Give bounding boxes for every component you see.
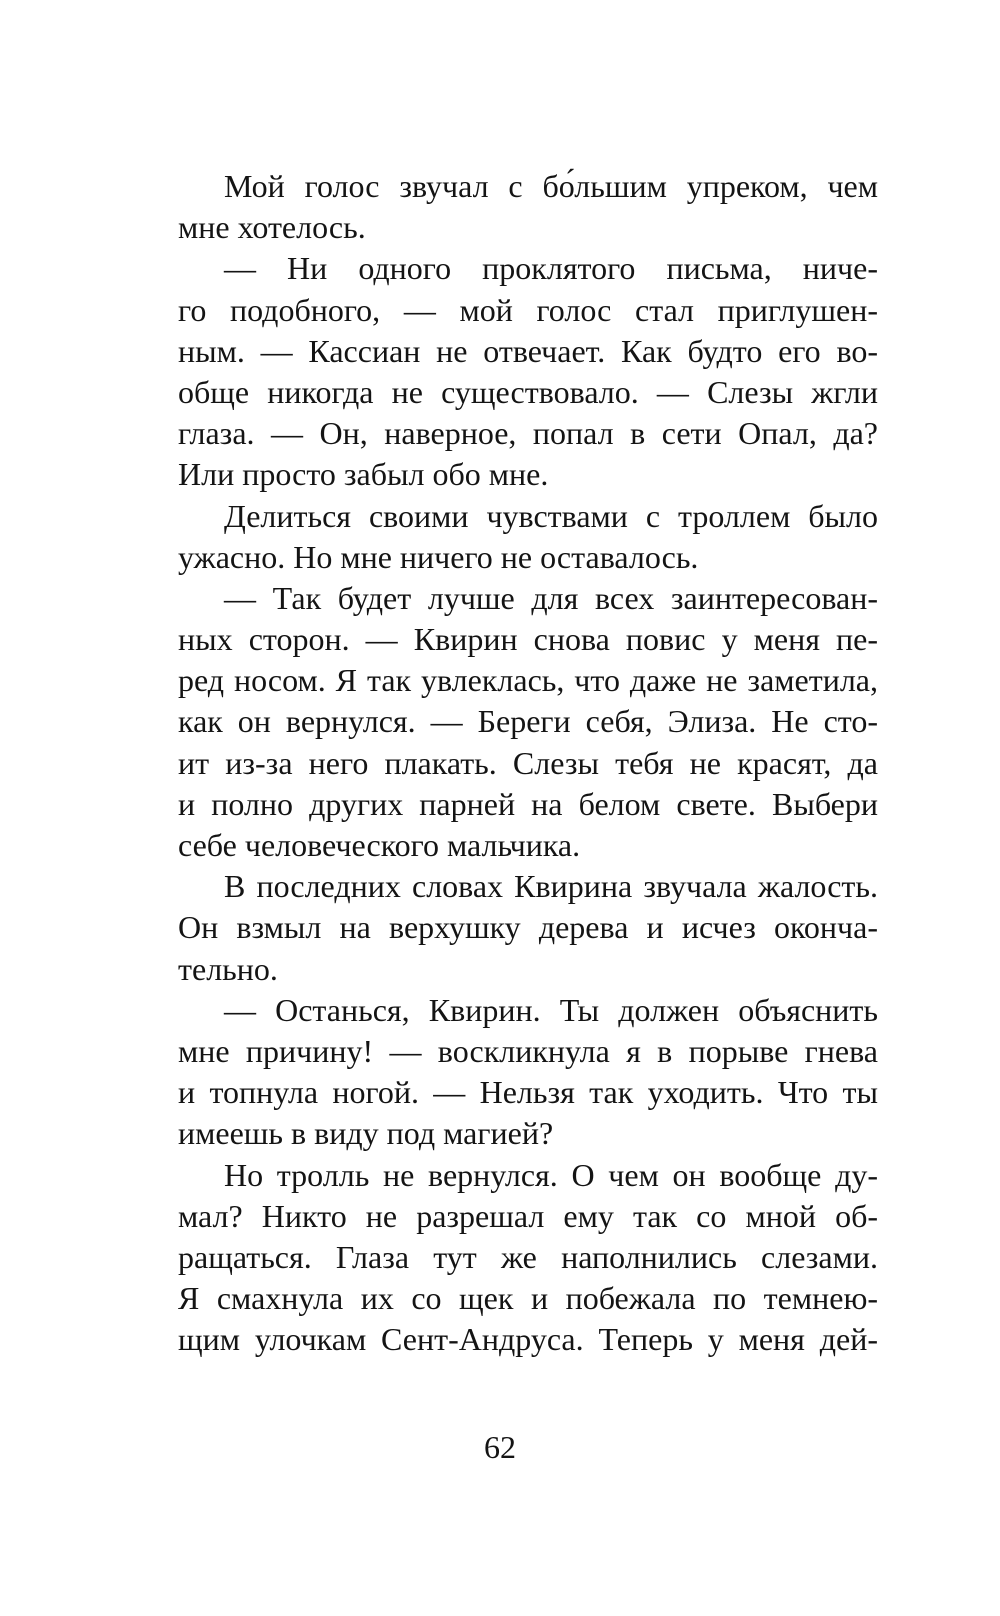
text-line: себе человеческого мальчика. — [178, 827, 581, 863]
text-line: тельно. — [178, 950, 278, 987]
text-line: ных сторон. — Квирин снова повис у меня пе- — [178, 621, 878, 658]
text-line: глаза. — Он, наверное, попал в сети Опал, да? — [178, 415, 878, 452]
text-line: ит из-за него плакать. Слезы тебя не красят, да — [178, 744, 878, 781]
text-line: Или просто забыл обо мне. — [178, 456, 549, 493]
text-line: ным. — Кассиан не отвечает. Как будто его во- — [178, 332, 878, 369]
page-body-text — [178, 166, 878, 1360]
text-line: В последних словах Квирина звучала жалость. — [224, 868, 878, 905]
text-line: Я смахнула их со щек и побежала по темнею- — [178, 1280, 878, 1317]
text-line: го подобного, — мой голос стал приглушен- — [178, 291, 878, 328]
text-line: мал? Никто не разрешал ему так со мной об- — [178, 1197, 878, 1234]
text-line: мне причину! — воскликнула я в порыве гнева — [178, 1032, 878, 1069]
text-line: — Ни одного проклятого письма, ниче- — [224, 250, 878, 287]
text-line: — Останься, Квирин. Ты должен объяснить — [224, 991, 878, 1028]
text-line: и топнула ногой. — Нельзя так уходить. Что ты — [178, 1074, 878, 1111]
text-line: обще никогда не существовало. — Слезы жгли — [178, 373, 878, 410]
text-line: Но тролль не вернулся. О чем он вообще ду- — [224, 1156, 878, 1193]
text-line: ред носом. Я так увлеклась, что даже не заметила, — [178, 662, 878, 699]
text-line: мне хотелось. — [178, 209, 366, 246]
text-line: как он вернулся. — Береги себя, Элиза. Не сто- — [178, 703, 878, 740]
text-line: и полно других парней на белом свете. Выбери — [178, 785, 878, 822]
text-line: Делиться своими чувствами с троллем было — [224, 497, 878, 534]
text-line: Мой голос звучал с бо́льшим упреком, чем — [224, 168, 878, 204]
text-line: имеешь в виду под магией? — [178, 1115, 554, 1152]
page-number: 62 — [484, 1429, 516, 1465]
text-line: Он взмыл на верхушку дерева и исчез оконча- — [178, 909, 878, 946]
text-line: щим улочкам Сент-Андруса. Теперь у меня дей- — [178, 1321, 878, 1358]
text-line: — Так будет лучше для всех заинтересован- — [224, 579, 878, 616]
text-line: ужасно. Но мне ничего не оставалось. — [178, 538, 699, 575]
text-line: ращаться. Глаза тут же наполнились слезами. — [178, 1238, 878, 1275]
